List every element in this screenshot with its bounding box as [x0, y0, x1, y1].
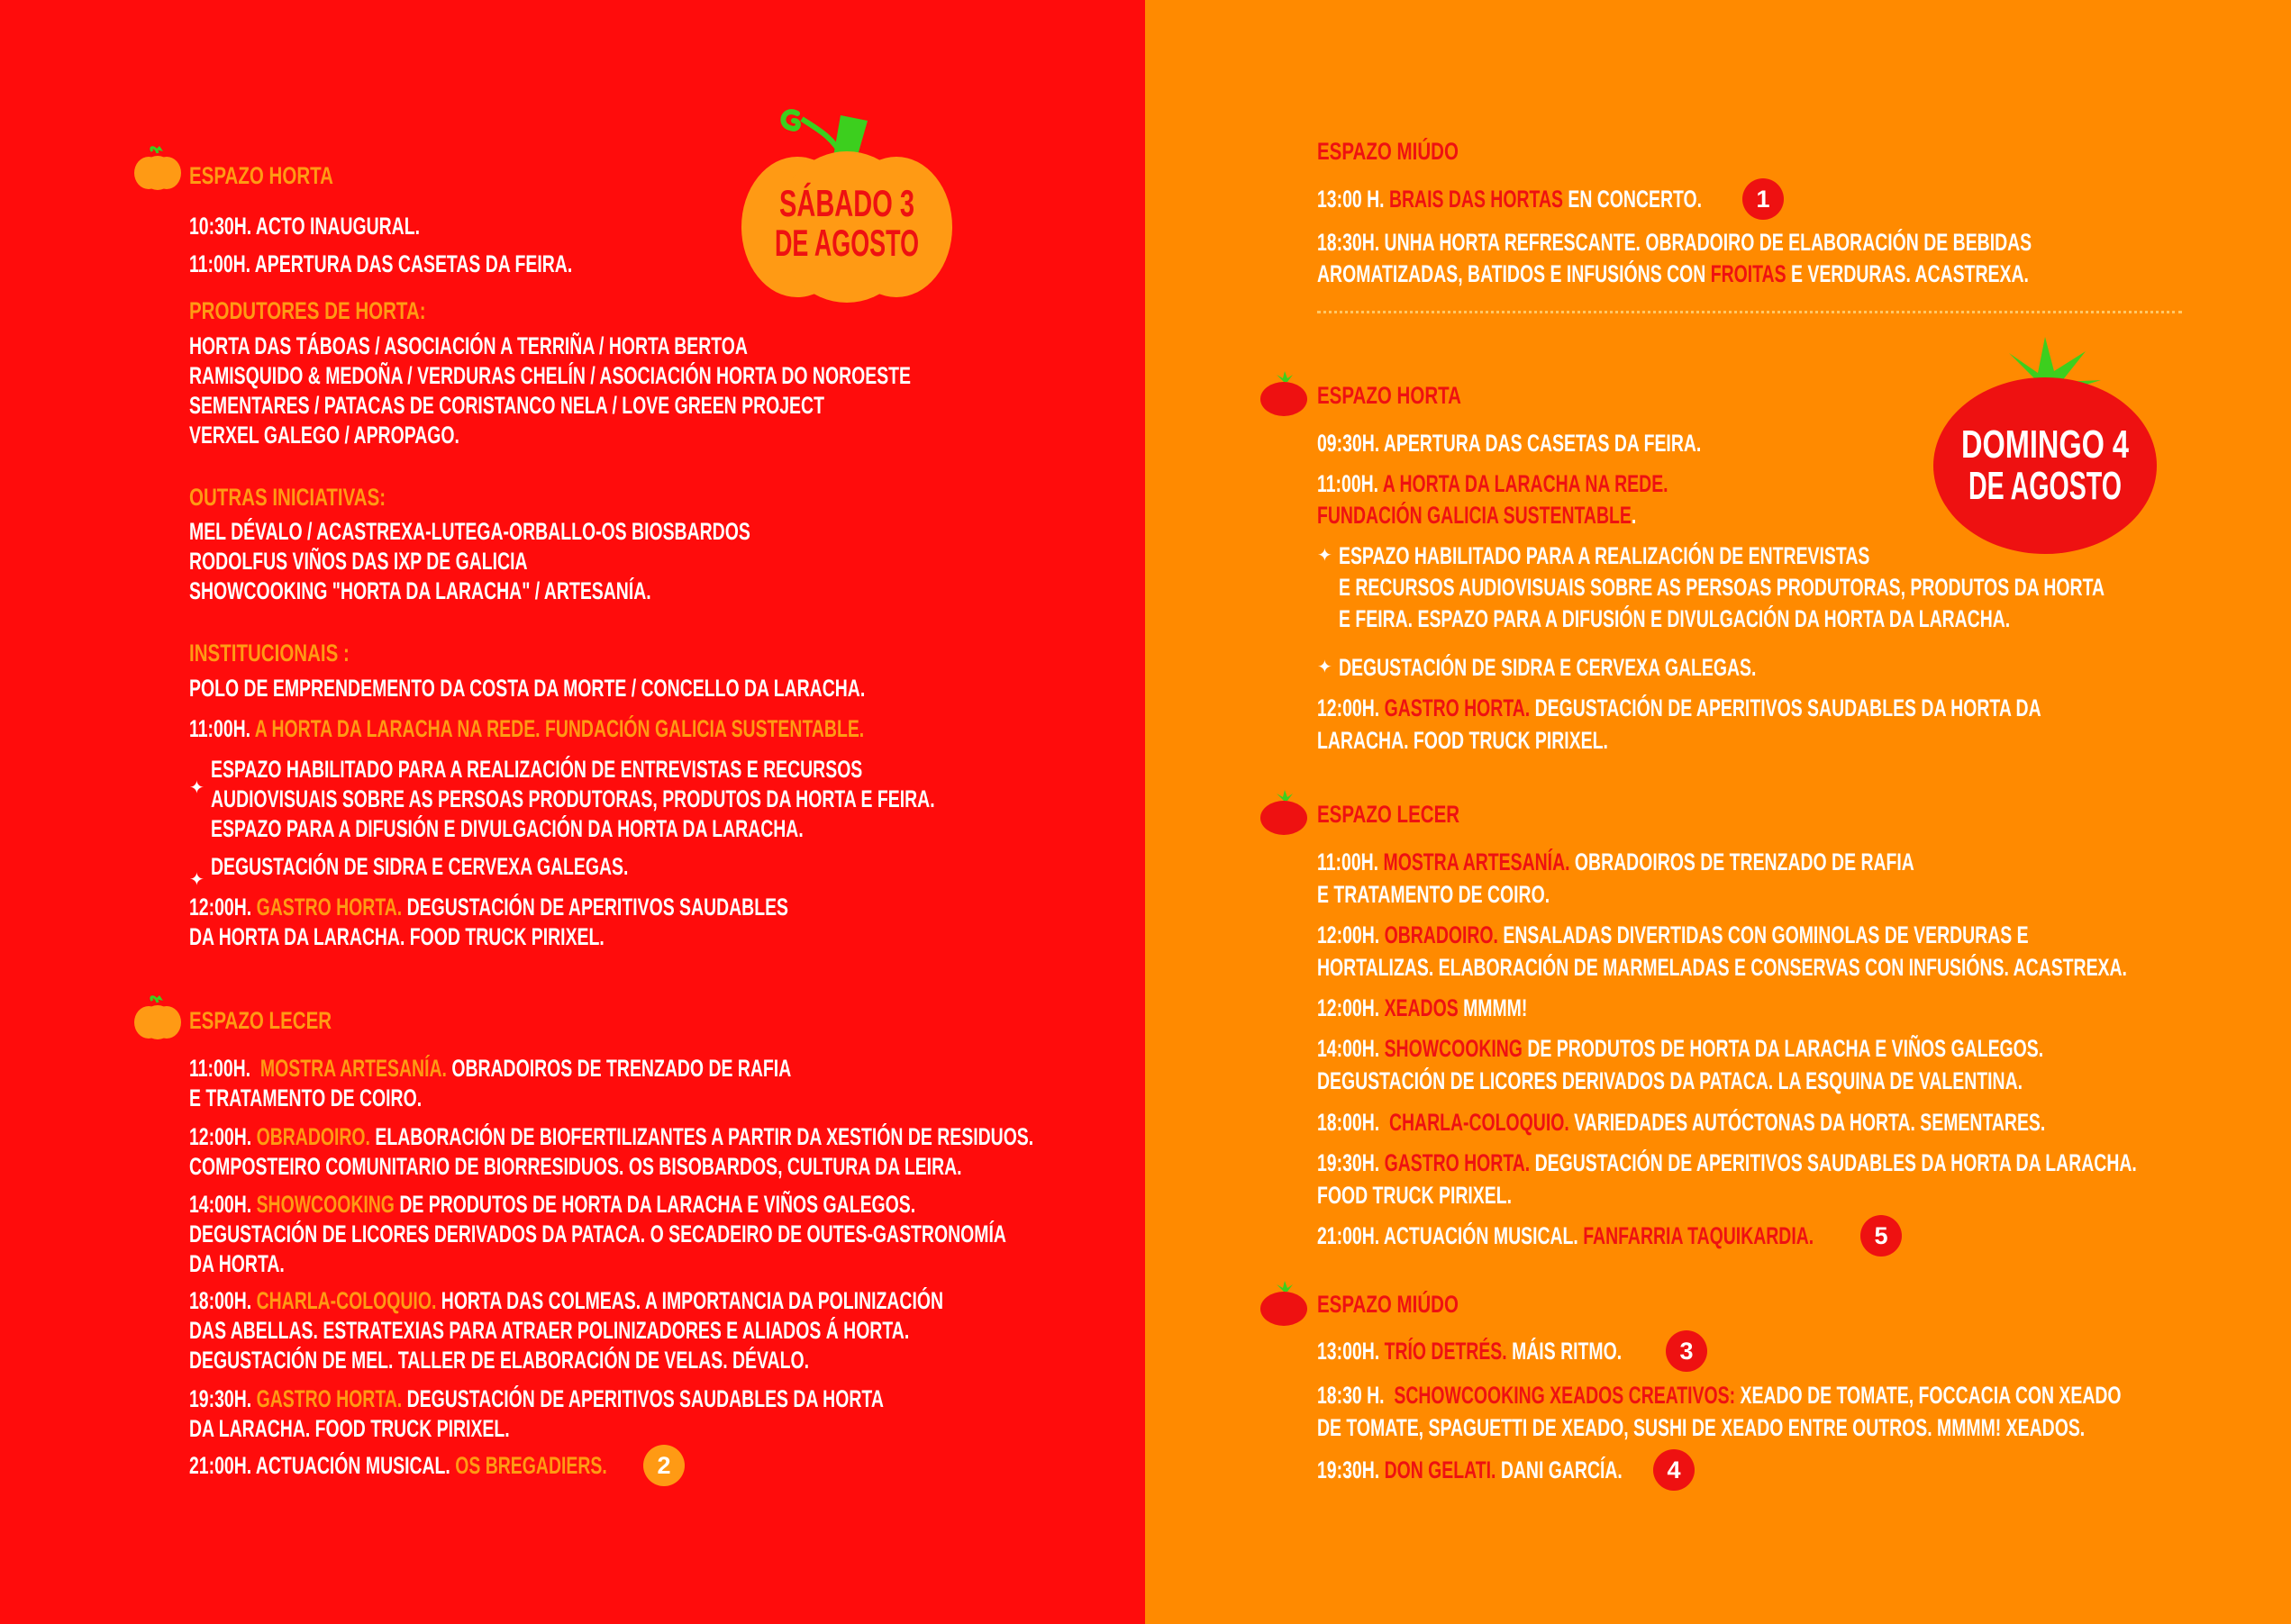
bullet-line: AUDIOVISUAIS SOBRE AS PERSOAS PRODUTORAS, PRODUTOS DA HORTA E FEIRA.	[211, 785, 935, 812]
gastro-line2: LARACHA. FOOD TRUCK PIRIXEL.	[1317, 727, 1608, 754]
saturday-badge-line1: SÁBADO 3	[779, 182, 914, 224]
mostra-line2: E TRATAMENTO DE COIRO.	[1317, 881, 1550, 908]
showcooking-event: 14:00H. SHOWCOOKING DE PRODUTOS DE HORTA DA LARACHA E VIÑOS GALEGOS.	[189, 1191, 916, 1218]
number-badge: 2	[643, 1445, 685, 1486]
showcooking-line3: DA HORTA.	[189, 1250, 285, 1277]
bullet-line: ESPAZO PARA A DIFUSIÓN E DIVULGACIÓN DA HORTA DA LARACHA.	[211, 815, 804, 842]
bullet-line: E FEIRA. ESPAZO PARA A DIFUSIÓN E DIVULGACIÓN DA HORTA DA LARACHA.	[1339, 605, 2011, 632]
gastro2-event: 19:30H. GASTRO HORTA. DEGUSTACIÓN DE APERITIVOS SAUDABLES DA HORTA DA LARACHA.	[1317, 1149, 2137, 1176]
showcooking-line2: DEGUSTACIÓN DE LICORES DERIVADOS DA PATACA. LA ESQUINA DE VALENTINA.	[1317, 1067, 2023, 1094]
charla-line3: DEGUSTACIÓN DE MEL. TALLER DE ELABORACIÓN DE VELAS. DÉVALO.	[189, 1347, 809, 1374]
trio-event: 13:00H. TRÍO DETRÉS. MÁIS RITMO.	[1317, 1338, 1623, 1365]
mostra-event: 11:00H. MOSTRA ARTESANÍA. OBRADOIROS DE TRENZADO DE RAFIA	[1317, 848, 1914, 876]
outras-line: RODOLFUS VIÑOS DAS IXP DE GALICIA	[189, 548, 528, 575]
pumpkin-icon	[132, 144, 183, 191]
gastro2-line2: DA LARACHA. FOOD TRUCK PIRIXEL.	[189, 1415, 510, 1442]
number-badge: 4	[1653, 1449, 1695, 1491]
gastro2-event: 19:30H. GASTRO HORTA. DEGUSTACIÓN DE APERITIVOS SAUDABLES DA HORTA	[189, 1385, 884, 1412]
bullet-icon: ✦	[189, 778, 205, 798]
bullet-line: ESPAZO HABILITADO PARA A REALIZACIÓN DE ENTREVISTAS E RECURSOS	[211, 756, 863, 783]
espazo-lecer-heading: ESPAZO LECER	[189, 1007, 332, 1034]
gastro-event: 12:00H. GASTRO HORTA. DEGUSTACIÓN DE APERITIVOS SAUDABLES	[189, 894, 789, 921]
number-badge: 3	[1666, 1330, 1707, 1372]
rede-event: 11:00H. A HORTA DA LARACHA NA REDE. FUNDACIÓN GALICIA SUSTENTABLE.	[189, 715, 865, 742]
sunday-badge-line2: DE AGOSTO	[1968, 464, 2122, 508]
obradoiro-line2: COMPOSTEIRO COMUNITARIO DE BIORRESIDUOS. OS BISOBARDOS, CULTURA DA LEIRA.	[189, 1153, 962, 1180]
rede-event: 11:00H. A HORTA DA LARACHA NA REDE.	[1317, 470, 1668, 497]
gastro-event: 12:00H. GASTRO HORTA. DEGUSTACIÓN DE APERITIVOS SAUDABLES DA HORTA DA	[1317, 694, 2041, 721]
gastro2-line2: FOOD TRUCK PIRIXEL.	[1317, 1182, 1513, 1209]
outras-line: SHOWCOOKING "HORTA DA LARACHA" / ARTESANÍA.	[189, 577, 651, 604]
institucionais-line: POLO DE EMPRENDEMENTO DA COSTA DA MORTE / CONCELLO DA LARACHA.	[189, 675, 866, 702]
espazo-miudo-heading: ESPAZO MIÚDO	[1317, 138, 1459, 165]
produtores-line: HORTA DAS TÁBOAS / ASOCIACIÓN A TERRIÑA / HORTA BERTOA	[189, 332, 748, 359]
obradoiro-event: 12:00H. OBRADOIRO. ELABORACIÓN DE BIOFERTILIZANTES A PARTIR DA XESTIÓN DE RESIDUOS.	[189, 1123, 1034, 1150]
pumpkin-icon	[132, 993, 183, 1040]
saturday-panel	[0, 0, 1145, 1624]
bullet-line: DEGUSTACIÓN DE SIDRA E CERVEXA GALEGAS.	[211, 853, 629, 880]
mostra-line2: E TRATAMENTO DE COIRO.	[189, 1084, 423, 1111]
xeados-creativos-line2: DE TOMATE, SPAGUETTI DE XEADO, SUSHI DE XEADO ENTRE OUTROS. MMMM! XEADOS.	[1317, 1414, 2086, 1441]
acto-inaugural: 10:30H. ACTO INAUGURAL.	[189, 213, 421, 240]
musical-event: 21:00H. ACTUACIÓN MUSICAL. OS BREGADIERS.	[189, 1452, 607, 1479]
charla-event: 18:00H. CHARLA-COLOQUIO. VARIEDADES AUTÓCTONAS DA HORTA. SEMENTARES.	[1317, 1109, 2046, 1136]
saturday-badge-line2: DE AGOSTO	[775, 222, 919, 264]
institucionais-heading: INSTITUCIONAIS :	[189, 640, 350, 667]
produtores-line: SEMENTARES / PATACAS DE CORISTANCO NELA / LOVE GREEN PROJECT	[189, 392, 824, 419]
rede-line2: FUNDACIÓN GALICIA SUSTENTABLE.	[1317, 502, 1637, 529]
mostra-event: 11:00H. MOSTRA ARTESANÍA. OBRADOIROS DE TRENZADO DE RAFIA	[189, 1055, 792, 1082]
espazo-horta-heading: ESPAZO HORTA	[189, 162, 333, 189]
bullet-icon: ✦	[1317, 658, 1332, 677]
produtores-line: VERXEL GALEGO / APROPAGO.	[189, 422, 459, 449]
charla-line2: DAS ABELLAS. ESTRATEXIAS PARA ATRAER POLINIZADORES E ALIADOS Á HORTA.	[189, 1317, 910, 1344]
charla-event: 18:00H. CHARLA-COLOQUIO. HORTA DAS COLMEAS. A IMPORTANCIA DA POLINIZACIÓN	[189, 1287, 944, 1314]
outras-line: MEL DÉVALO / ACASTREXA-LUTEGA-ORBALLO-OS BIOSBARDOS	[189, 518, 750, 545]
bullet-line: DEGUSTACIÓN DE SIDRA E CERVEXA GALEGAS.	[1339, 654, 1757, 681]
xeados-event: 12:00H. XEADOS MMMM!	[1317, 994, 1528, 1021]
xeados-creativos-event: 18:30 H. SCHOWCOOKING XEADOS CREATIVOS: XEADO DE TOMATE, FOCCACIA CON XEADO	[1317, 1382, 2122, 1409]
outras-heading: OUTRAS INICIATIVAS:	[189, 484, 386, 511]
refrescante-line2: AROMATIZADAS, BATIDOS E INFUSIÓNS CON FROITAS E VERDURAS. ACASTREXA.	[1317, 260, 2029, 287]
espazo-miudo-heading: ESPAZO MIÚDO	[1317, 1291, 1459, 1318]
bullet-line: ESPAZO HABILITADO PARA A REALIZACIÓN DE ENTREVISTAS	[1339, 542, 1870, 569]
showcooking-line2: DEGUSTACIÓN DE LICORES DERIVADOS DA PATACA. O SECADEIRO DE OUTES-GASTRONOMÍA	[189, 1220, 1006, 1247]
bullet-line: E RECURSOS AUDIOVISUAIS SOBRE AS PERSOAS PRODUTORAS, PRODUTOS DA HORTA	[1339, 574, 2105, 601]
obradoiro-event: 12:00H. OBRADOIRO. ENSALADAS DIVERTIDAS CON GOMINOLAS DE VERDURAS E	[1317, 921, 2029, 948]
pumpkin-date-badge	[734, 101, 959, 308]
refrescante-line1: 18:30H. UNHA HORTA REFRESCANTE. OBRADOIRO DE ELABORACIÓN DE BEBIDAS	[1317, 229, 2032, 256]
produtores-heading: PRODUTORES DE HORTA:	[189, 297, 426, 324]
tomato-icon	[1259, 790, 1309, 837]
bullet-icon: ✦	[189, 870, 205, 890]
number-badge: 5	[1860, 1215, 1902, 1257]
musical-event: 21:00H. ACTUACIÓN MUSICAL. FANFARRIA TAQUIKARDIA.	[1317, 1222, 1814, 1249]
brais-event: 13:00 H. BRAIS DAS HORTAS EN CONCERTO.	[1317, 186, 1703, 213]
apertura-casetas: 11:00H. APERTURA DAS CASETAS DA FEIRA.	[189, 250, 573, 277]
produtores-line: RAMISQUIDO & MEDOÑA / VERDURAS CHELÍN / ASOCIACIÓN HORTA DO NOROESTE	[189, 362, 912, 389]
number-badge: 1	[1742, 178, 1784, 220]
showcooking-event: 14:00H. SHOWCOOKING DE PRODUTOS DE HORTA DA LARACHA E VIÑOS GALEGOS.	[1317, 1035, 2044, 1062]
sunday-badge-line1: DOMINGO 4	[1961, 422, 2130, 467]
gelati-event: 19:30H. DON GELATI. DANI GARCÍA.	[1317, 1456, 1623, 1483]
espazo-lecer-heading: ESPAZO LECER	[1317, 801, 1460, 828]
dotted-divider	[1317, 311, 2182, 313]
tomato-date-badge	[1928, 335, 2162, 560]
tomato-icon	[1259, 1281, 1309, 1328]
apertura-casetas: 09:30H. APERTURA DAS CASETAS DA FEIRA.	[1317, 430, 1702, 457]
espazo-horta-heading: ESPAZO HORTA	[1317, 382, 1461, 409]
obradoiro-line2: HORTALIZAS. ELABORACIÓN DE MARMELADAS E CONSERVAS CON INFUSIÓNS. ACASTREXA.	[1317, 954, 2127, 981]
gastro-line2: DA HORTA DA LARACHA. FOOD TRUCK PIRIXEL.	[189, 923, 605, 950]
bullet-icon: ✦	[1317, 546, 1332, 566]
tomato-icon	[1259, 371, 1309, 418]
